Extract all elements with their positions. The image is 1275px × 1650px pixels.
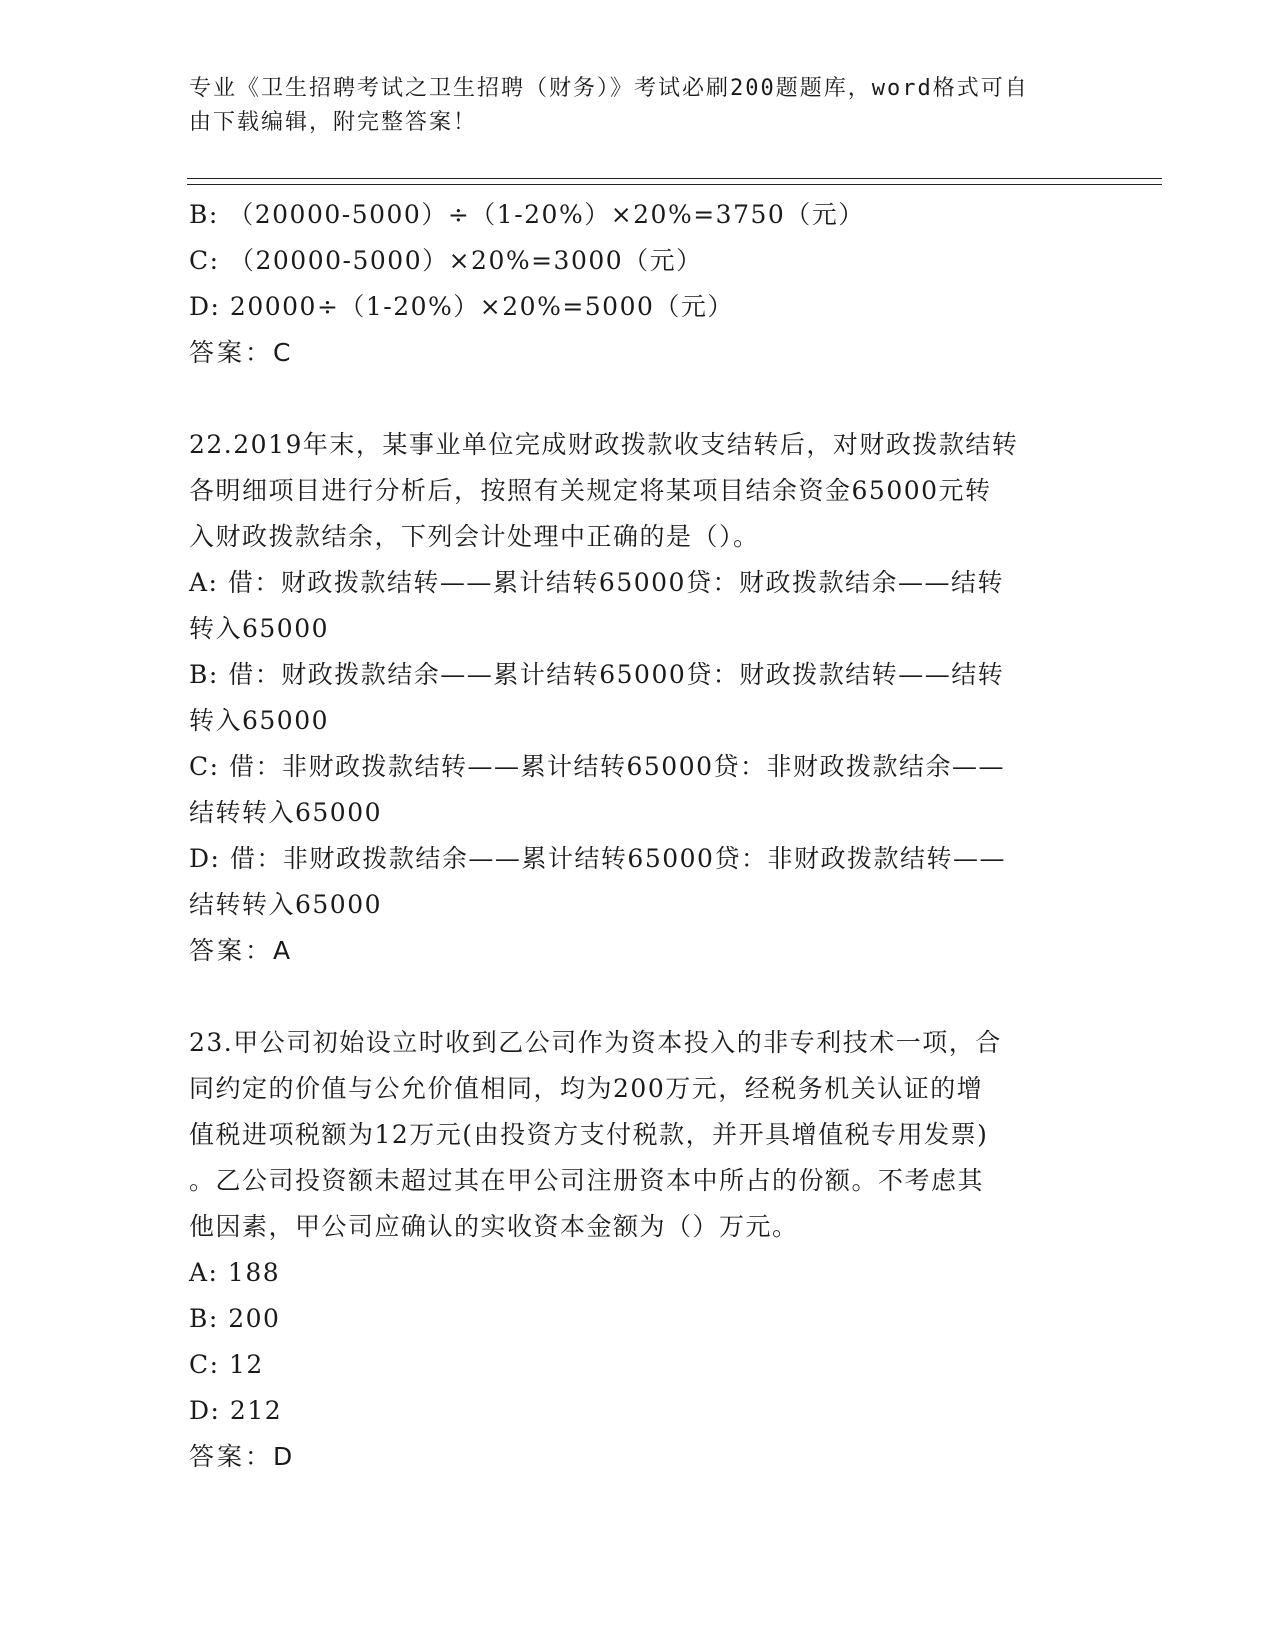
header-divider (187, 178, 1162, 179)
option-a: A: 借：财政拨款结转——累计结转65000贷：财政拨款结余——结转 (189, 568, 1004, 597)
option-c-cont: 结转转入65000 (189, 798, 383, 827)
option-b: B: （20000-5000）÷（1-20%）×20%=3750（元） (189, 200, 865, 229)
header-line: 由下载编辑，附完整答案！ (189, 110, 478, 135)
option-c: C: 12 (189, 1350, 264, 1379)
question-stem: 23.甲公司初始设立时收到乙公司作为资本投入的非专利技术一项，合 (189, 1028, 1002, 1057)
header-divider (187, 184, 1162, 185)
option-b-cont: 转入65000 (189, 706, 330, 735)
question-stem: 。乙公司投资额未超过其在甲公司注册资本中所占的份额。不考虑其 (189, 1166, 985, 1195)
answer-line: 答案：C (189, 338, 294, 367)
option-c: C: （20000-5000）×20%=3000（元） (189, 246, 703, 275)
option-a-cont: 转入65000 (189, 614, 330, 643)
option-d-cont: 结转转入65000 (189, 890, 383, 919)
spacer (189, 974, 1089, 1020)
page-header (189, 72, 1079, 140)
question-22 (189, 422, 1089, 974)
question-stem: 他因素，甲公司应确认的实收资本金额为（）万元。 (189, 1212, 799, 1241)
answer-line: 答案：A (189, 936, 294, 965)
spacer (189, 376, 1089, 422)
question-stem: 同约定的价值与公允价值相同，均为200万元，经税务机关认证的增 (189, 1074, 984, 1103)
option-b: B: 200 (189, 1304, 281, 1333)
option-c: C: 借：非财政拨款结转——累计结转65000贷：非财政拨款结余—— (189, 752, 1006, 781)
answer-line: 答案：D (189, 1442, 296, 1471)
option-b: B: 借：财政拨款结余——累计结转65000贷：财政拨款结转——结转 (189, 660, 1005, 689)
question-21-tail (189, 192, 1089, 376)
question-stem: 值税进项税额为12万元(由投资方支付税款，并开具增值税专用发票) (189, 1120, 989, 1149)
option-d: D: 212 (189, 1396, 283, 1425)
document-body (189, 192, 1089, 1480)
option-d: D: 20000÷（1-20%）×20%=5000（元） (189, 292, 734, 321)
header-line: 专业《卫生招聘考试之卫生招聘（财务）》考试必刷200题题库，word格式可自 (189, 76, 1029, 101)
question-23 (189, 1020, 1089, 1480)
option-d: D: 借：非财政拨款结余——累计结转65000贷：非财政拨款结转—— (189, 844, 1006, 873)
question-stem: 入财政拨款结余，下列会计处理中正确的是（）。 (189, 522, 760, 551)
question-stem: 各明细项目进行分析后，按照有关规定将某项目结余资金65000元转 (189, 476, 992, 505)
option-a: A: 188 (189, 1258, 281, 1287)
question-stem: 22.2019年末，某事业单位完成财政拨款收支结转后，对财政拨款结转 (189, 430, 1019, 459)
